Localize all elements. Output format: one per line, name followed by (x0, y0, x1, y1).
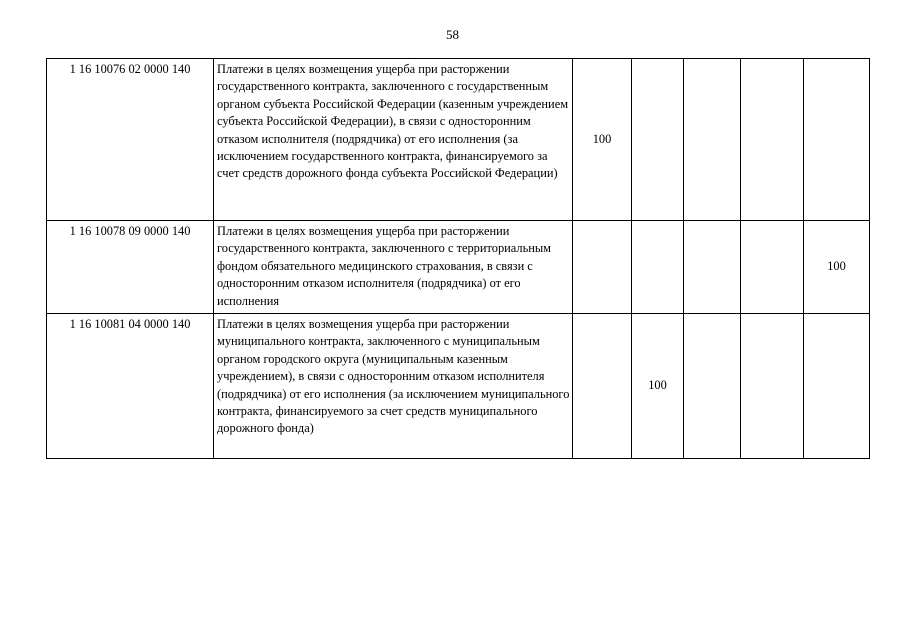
income-description-cell: Платежи в целях возмещения ущерба при расторжении государственного контракта, заключенного с государственным органом субъекта Российской Федерации (казенным учреждением субъекта Российской Федерации), в связи с односторонним отказом исполнителя (подрядчика) от его исполнения (за исключением государственного контракта, финансируемого за счет средств дорожного фонда субъекта Российской Федерации) (214, 59, 573, 221)
income-code-cell: 1 16 10076 02 0000 140 (47, 59, 214, 221)
page-number: 58 (446, 27, 459, 42)
value-cell (741, 314, 804, 459)
table-row (47, 221, 870, 314)
value-cell (632, 221, 684, 314)
income-code-cell: 1 16 10078 09 0000 140 (47, 221, 214, 314)
value-cell (684, 314, 741, 459)
budget-classification-table (46, 58, 870, 459)
table-row (47, 59, 870, 221)
value-cell (632, 59, 684, 221)
value-cell (573, 314, 632, 459)
income-description-cell: Платежи в целях возмещения ущерба при расторжении муниципального контракта, заключенного с муниципальным органом городского округа (муниципальным казенным учреждением), в связи с односторонним отказом исполнителя (подрядчика) от его исполнения (за исключением муниципального контракта, финансируемого за счет средств муниципального дорожного фонда) (214, 314, 573, 459)
income-code-cell: 1 16 10081 04 0000 140 (47, 314, 214, 459)
value-cell: 100 (573, 59, 632, 221)
value-cell: 100 (804, 221, 870, 314)
value-cell (573, 221, 632, 314)
value-cell: 100 (632, 314, 684, 459)
value-cell (684, 221, 741, 314)
value-cell (804, 314, 870, 459)
value-cell (684, 59, 741, 221)
value-cell (741, 59, 804, 221)
value-cell (741, 221, 804, 314)
table-row (47, 314, 870, 459)
value-cell (804, 59, 870, 221)
income-description-cell: Платежи в целях возмещения ущерба при расторжении государственного контракта, заключенного с территориальным фондом обязательного медицинского страхования, в связи с односторонним отказом исполнителя (подрядчика) от его исполнения (214, 221, 573, 314)
